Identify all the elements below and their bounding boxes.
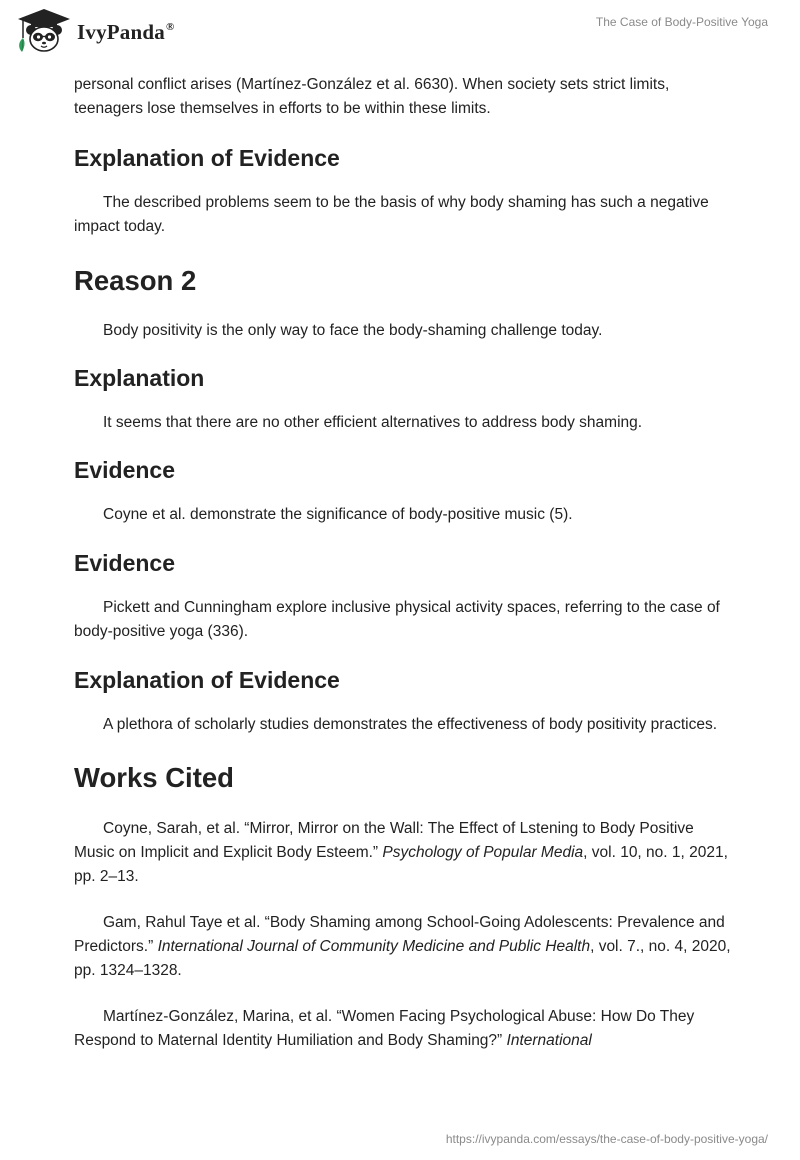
section-heading: Explanation of Evidence — [74, 145, 340, 171]
citation-entry: Martínez-González, Marina, et al. “Women Facing Psychological Abuse: How Do They Respond to Maternal Identity Humiliation and Body Shaming?” International — [74, 1008, 695, 1049]
section-heading: Reason 2 — [74, 265, 197, 296]
section-paragraph: Pickett and Cunningham explore inclusive physical activity spaces, referring to the case of body-positive yoga (336). — [74, 599, 720, 640]
section-paragraph: Coyne et al. demonstrate the significance of body-positive music (5). — [103, 506, 573, 523]
essay-content — [74, 70, 734, 1053]
section-heading: Explanation — [74, 365, 205, 391]
section-paragraph: Body positivity is the only way to face the body-shaming challenge today. — [103, 322, 603, 339]
intro-paragraph: personal conflict arises (Martínez-González et al. 6630). When society sets strict limits, teenagers lose themselves in efforts to be within these limits. — [74, 76, 670, 117]
section-paragraph: The described problems seem to be the basis of why body shaming has such a negative impact today. — [74, 194, 709, 235]
citation-entry: Coyne, Sarah, et al. “Mirror, Mirror on the Wall: The Effect of Lstening to Body Positive Music on Implicit and Explicit Body Esteem.” Psychology of Popular Media, vol. 10, no. 1, 2021, pp. 2–13. — [74, 820, 728, 885]
section-heading: Explanation of Evidence — [74, 667, 340, 693]
document-title: The Case of Body-Positive Yoga — [595, 15, 768, 29]
citation-entry: Gam, Rahul Taye et al. “Body Shaming among School-Going Adolescents: Prevalence and Predictors.” International Journal of Community Medicine and Public Health, vol. 7., no. 4, 2020, pp. 1324–1328. — [74, 914, 731, 979]
section-paragraph: A plethora of scholarly studies demonstrates the effectiveness of body positivity practices. — [103, 716, 718, 733]
section-heading: Evidence — [74, 457, 175, 483]
page-header — [0, 0, 800, 64]
ivypanda-logo[interactable] — [15, 8, 174, 54]
works-cited-heading: Works Cited — [74, 762, 234, 793]
panda-graduate-icon — [15, 8, 73, 54]
brand-name: IvyPanda® — [77, 19, 175, 44]
section-paragraph: It seems that there are no other efficient alternatives to address body shaming. — [103, 414, 643, 431]
source-url-link[interactable]: https://ivypanda.com/essays/the-case-of-body-positive-yoga/ — [445, 1132, 768, 1146]
section-heading: Evidence — [74, 550, 175, 576]
